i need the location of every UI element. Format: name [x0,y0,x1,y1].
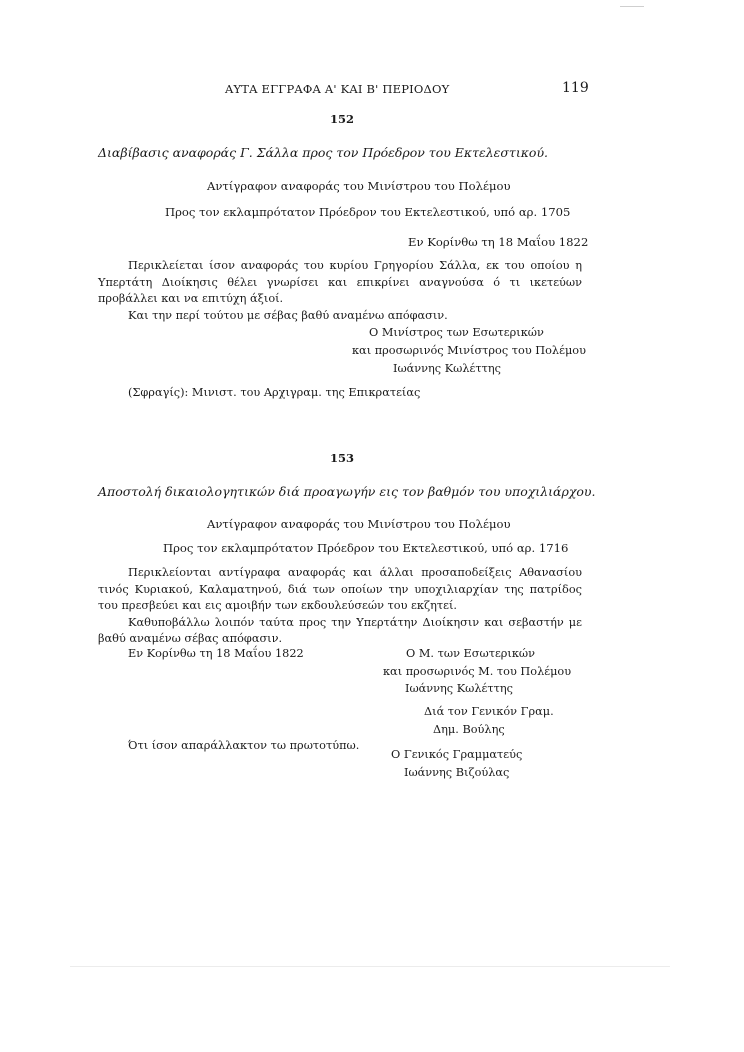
scan-speck [620,6,644,7]
document-title: Διαβίβασις αναφοράς Γ. Σάλλα προς τον Πρόεδρον του Εκτελεστικού. [98,145,549,160]
running-title: ΑΥΤΑ ΕΓΓΡΑΦΑ Α' ΚΑΙ Β' ΠΕΡΙΟΔΟΥ [225,82,450,96]
signature-role: και προσωρινός Μ. του Πολέμου [383,665,572,678]
signature-title: Ο Μ. των Εσωτερικών [406,647,536,660]
copy-line: Αντίγραφον αναφοράς του Μινίστρου του Πολέμου [207,179,511,193]
paragraph: Περικλείονται αντίγραφα αναφοράς και άλλαι προσαποδείξεις Αθανασίου τινός Κυριακού, Καλαματηνού, διά των οποίων την υποχιλιαρχίαν της πατρίδος του πρεσβεύει και εις αμοιβήν των εκδουλεύσεών του εκζητεί. [98,566,582,612]
scan-speck [70,966,670,967]
secretary-title: Διά τον Γενικόν Γραμ. [424,705,554,718]
signature-name: Ιωάννης Κωλέττης [405,682,513,695]
document-number: 153 [330,451,355,465]
body-text [98,565,582,648]
general-secretary-title: Ο Γενικός Γραμματεύς [391,748,523,761]
page-number: 119 [562,80,589,96]
body-text [98,258,582,324]
document-title: Αποστολή δικαιολογητικών διά προαγωγήν εις τον βαθμόν του υποχιλιάρχου. [98,484,596,499]
signature-name: Ιωάννης Κωλέττης [393,362,501,375]
date-line: Εν Κορίνθω τη 18 Μαΐου 1822 [408,235,589,249]
certification-note: Ότι ίσον απαράλλακτον τω πρωτοτύπω. [128,739,360,752]
secretary-name: Δημ. Βούλης [433,723,505,736]
document-number: 152 [330,112,355,126]
paragraph: Περικλείεται ίσον αναφοράς του κυρίου Γρηγορίου Σάλλα, εκ του οποίου η Υπερτάτη Διοίκησις θέλει γνωρίσει και επικρίνει αναγνούσα ό τι ικετεύων προβάλλει και να επιτύχη άξιοί. [98,259,582,305]
paragraph: Και την περί τούτου με σέβας βαθύ αναμένω απόφασιν. [128,308,448,322]
copy-line: Αντίγραφον αναφοράς του Μινίστρου του Πολέμου [207,517,511,531]
signature-title: Ο Μινίστρος των Εσωτερικών [369,326,544,339]
date-line: Εν Κορίνθω τη 18 Μαΐου 1822 [128,647,304,660]
address-line: Προς τον εκλαμπρότατον Πρόεδρον του Εκτελεστικού, υπό αρ. 1716 [163,541,569,555]
address-line: Προς τον εκλαμπρότατον Πρόεδρον του Εκτελεστικού, υπό αρ. 1705 [165,205,571,219]
paragraph: Καθυποβάλλω λοιπόν ταύτα προς την Υπερτάτην Διοίκησιν και σεβαστήν με βαθύ αναμένω σέβας απόφασιν. [98,615,582,645]
signature-role: και προσωρινός Μινίστρος του Πολέμου [352,344,586,357]
general-secretary-name: Ιωάννης Βιζούλας [404,766,510,779]
seal-note: (Σφραγίς): Μινιστ. του Αρχιγραμ. της Επικρατείας [128,386,421,399]
